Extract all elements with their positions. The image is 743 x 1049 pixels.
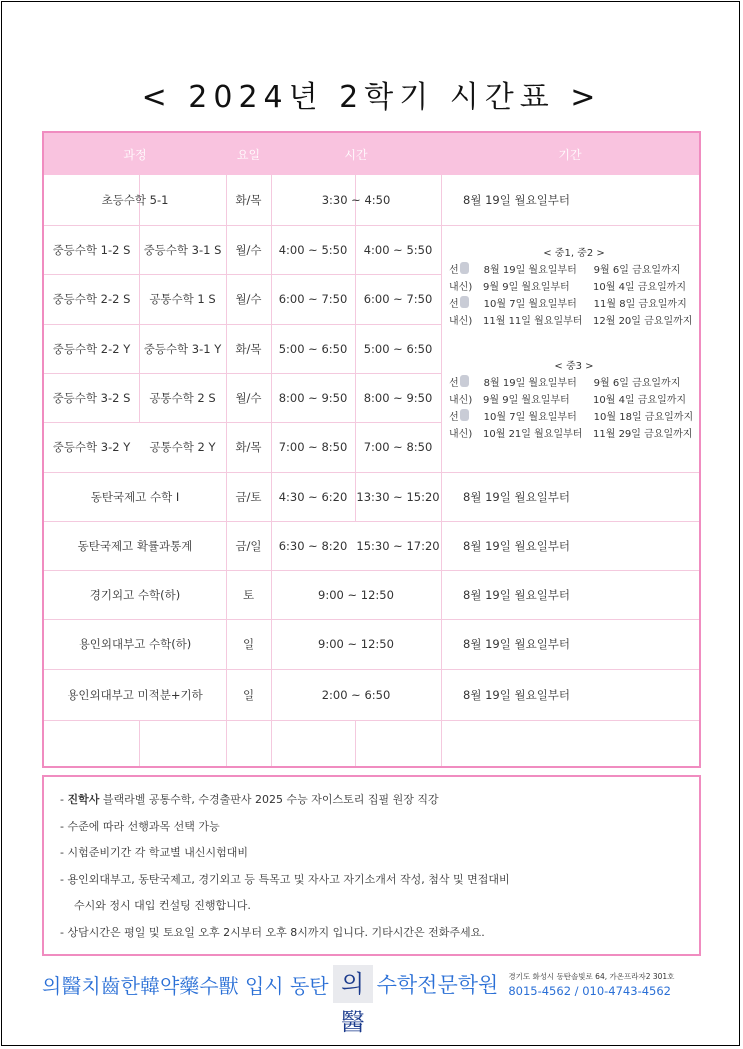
course-name-2: 공통수학 1 S [149, 292, 216, 306]
period-end: 10월 18일 금요일까지 [593, 412, 694, 423]
time-slot-1: 4:30 ~ 6:20 [278, 489, 348, 504]
period-line [449, 375, 699, 392]
course-name: 중등수학 3-2 Y [52, 440, 131, 454]
time-slot-1: 6:00 ~ 7:50 [278, 292, 348, 306]
note-4: - 용인외대부고, 동탄국제고, 경기외고 등 특목고 및 자사고 자기소개서 작성, 첨삭 및 면접대비 [60, 872, 510, 886]
course-name: 중등수학 2-2 Y [52, 341, 131, 356]
time-slot-1: 6:30 ~ 8:20 [278, 538, 348, 553]
header-cell: 기간 [441, 133, 699, 175]
academy-name: 수학전문학원 [376, 973, 499, 997]
course-name: 경기외고 수학(하) [89, 587, 181, 602]
period-line [449, 426, 699, 443]
time-slot-2: 5:00 ~ 6:50 [363, 341, 433, 356]
time-slot-2: 15:30 ~ 17:20 [356, 538, 440, 553]
time-slot-1: 4:00 ~ 5:50 [278, 242, 348, 257]
note-3: - 시험준비기간 각 학교별 내신시험대비 [60, 846, 248, 859]
period-line [449, 313, 699, 330]
header-cell: 과정 [44, 133, 226, 175]
header-cell: 요일 [226, 133, 271, 175]
time-slot-2: 7:00 ~ 8:50 [363, 440, 433, 454]
period-end: 9월 6일 금요일까지 [593, 265, 681, 276]
time-slot: 3:30 ~ 4:50 [321, 193, 391, 207]
footer-phone: 8015-4562 / 010-4743-4562 [508, 983, 671, 998]
note-1: - 진학사 블랙라벨 공통수학, 수경출판사 2025 수능 자이스토리 집필 원장 직강 [60, 793, 439, 806]
footer-address: 경기도 화성시 동탄솔빛로 64, 가온프라자2 301호 [508, 971, 675, 981]
row-divider [44, 720, 699, 721]
period-line [449, 262, 699, 279]
note-4b [60, 893, 699, 920]
period-end: 11월 8일 금요일까지 [593, 299, 687, 310]
period-label: 내신) [449, 282, 473, 293]
period-line [449, 409, 699, 426]
page-title: < 2024년 2학기 시간표 > [141, 80, 602, 115]
class-days: 금/토 [235, 489, 262, 504]
timetable [42, 131, 701, 768]
class-days: 월/수 [235, 390, 262, 405]
note-2-text: 수준에 따라 선행과목 선택 가능 [67, 819, 220, 833]
period-end: 10월 4일 금요일까지 [593, 282, 687, 293]
period-text: 8월 19일 월요일부터 [463, 687, 571, 702]
course-name: 중등수학 1-2 S [52, 242, 131, 257]
note-5-text: 상담시간은 평일 및 토요일 오후 2시부터 오후 8시까지 입니다. 기타시간은 전화주세요. [67, 925, 485, 939]
note-1-bold: 진학사 [67, 793, 100, 806]
course-name-2: 공통수학 2 S [149, 390, 216, 405]
period-group [449, 358, 699, 443]
period-label: 선 [449, 412, 459, 423]
notes-box [42, 775, 701, 956]
class-days: 화/목 [235, 193, 262, 207]
redacted-mark [460, 409, 469, 421]
class-days: 금/일 [235, 538, 262, 553]
period-text: 8월 19일 월요일부터 [463, 489, 571, 504]
note-5: - 상담시간은 평일 및 토요일 오후 2시부터 오후 8시까지 입니다. 기타시간은 전화주세요. [60, 925, 485, 939]
class-days: 토 [242, 587, 255, 602]
period-start: 10월 7일 월요일부터 [483, 299, 577, 310]
period-text: 8월 19일 월요일부터 [463, 538, 571, 553]
time-slot: 9:00 ~ 12:50 [318, 587, 394, 602]
course-name: 동탄국제고 수학 I [90, 489, 180, 504]
course-name: 용인외대부고 수학(하) [78, 637, 192, 651]
period-start: 8월 19일 월요일부터 [483, 265, 577, 276]
period-start: 10월 7일 월요일부터 [483, 412, 577, 423]
period-end: 10월 4일 금요일까지 [593, 395, 687, 406]
redacted-mark [460, 262, 469, 274]
period-text: 8월 19일 월요일부터 [463, 587, 571, 602]
period-label: 내신) [449, 395, 473, 406]
period-line [449, 279, 699, 296]
period-label: 내신) [449, 429, 473, 440]
period-group-title: < 중3 > [554, 361, 594, 372]
period-label: 내신) [449, 316, 473, 327]
period-label: 선 [449, 265, 459, 276]
period-end: 9월 6일 금요일까지 [593, 378, 681, 389]
footer-contact [508, 971, 674, 998]
course-name: 중등수학 2-2 S [52, 292, 131, 306]
note-3-text: 시험준비기간 각 학교별 내신시험대비 [67, 846, 248, 859]
course-name-2: 중등수학 3-1 Y [143, 341, 222, 356]
sub-divider [355, 720, 356, 766]
period-start: 10월 21일 월요일부터 [483, 429, 583, 440]
time-slot-2: 4:00 ~ 5:50 [363, 242, 433, 257]
period-start: 9월 9일 월요일부터 [483, 395, 570, 406]
note-1-text: 블랙라벨 공통수학, 수경출판사 2025 수능 자이스토리 집필 원장 직강 [99, 793, 439, 806]
class-days: 일 [242, 687, 255, 702]
class-days: 일 [242, 637, 255, 651]
period-end: 12월 20일 금요일까지 [593, 316, 693, 327]
period-text: 8월 19일 월요일부터 [463, 637, 571, 651]
class-days: 월/수 [235, 292, 262, 306]
period-start: 8월 19일 월요일부터 [483, 378, 577, 389]
middle-period-block [449, 245, 699, 443]
class-days: 월/수 [235, 242, 262, 257]
period-text: 8월 19일 월요일부터 [463, 193, 571, 207]
course-name-2: 중등수학 3-1 S [143, 242, 222, 257]
course-name: 초등수학 5-1 [101, 193, 169, 207]
period-group-title: < 중1, 중2 > [543, 248, 605, 259]
time-slot-2: 6:00 ~ 7:50 [363, 292, 433, 306]
course-name-2: 공통수학 2 Y [149, 440, 216, 454]
redacted-mark [460, 375, 469, 387]
sub-divider [139, 720, 140, 766]
time-slot-1: 5:00 ~ 6:50 [278, 341, 348, 356]
period-end: 11월 29일 금요일까지 [593, 429, 693, 440]
redacted-mark [460, 296, 469, 308]
period-group [449, 245, 699, 330]
period-label: 선 [449, 378, 459, 389]
period-line [449, 392, 699, 409]
note-4b-text: 수시와 정시 대입 컨설팅 진행합니다. [74, 899, 251, 912]
course-name: 중등수학 3-2 S [52, 390, 131, 405]
footer-slogan: 의醫치齒한韓약藥수獸 입시 동탄 [42, 973, 329, 998]
class-days: 화/목 [235, 440, 262, 454]
time-slot: 2:00 ~ 6:50 [321, 687, 391, 702]
time-slot-1: 8:00 ~ 9:50 [278, 390, 348, 405]
time-slot-2: 8:00 ~ 9:50 [363, 390, 433, 405]
note-4-text: 용인외대부고, 동탄국제고, 경기외고 등 특목고 및 자사고 자기소개서 작성, 첨삭 및 면접대비 [67, 872, 510, 886]
footer [42, 962, 701, 1036]
note-2: - 수준에 따라 선행과목 선택 가능 [60, 819, 220, 833]
class-days: 화/목 [235, 341, 262, 356]
course-name: 용인외대부고 미적분+기하 [67, 687, 203, 702]
course-name: 동탄국제고 확률과통계 [77, 538, 193, 553]
period-start: 11월 11일 월요일부터 [483, 316, 583, 327]
academy-seal-logo: 의 醫 [333, 965, 373, 1003]
header-cell: 시간 [271, 133, 441, 175]
period-line [449, 296, 699, 313]
time-slot: 9:00 ~ 12:50 [318, 637, 394, 651]
time-slot-2: 13:30 ~ 15:20 [356, 489, 440, 504]
period-label: 선 [449, 299, 459, 310]
period-start: 9월 9일 월요일부터 [483, 282, 570, 293]
time-slot-1: 7:00 ~ 8:50 [278, 440, 348, 454]
